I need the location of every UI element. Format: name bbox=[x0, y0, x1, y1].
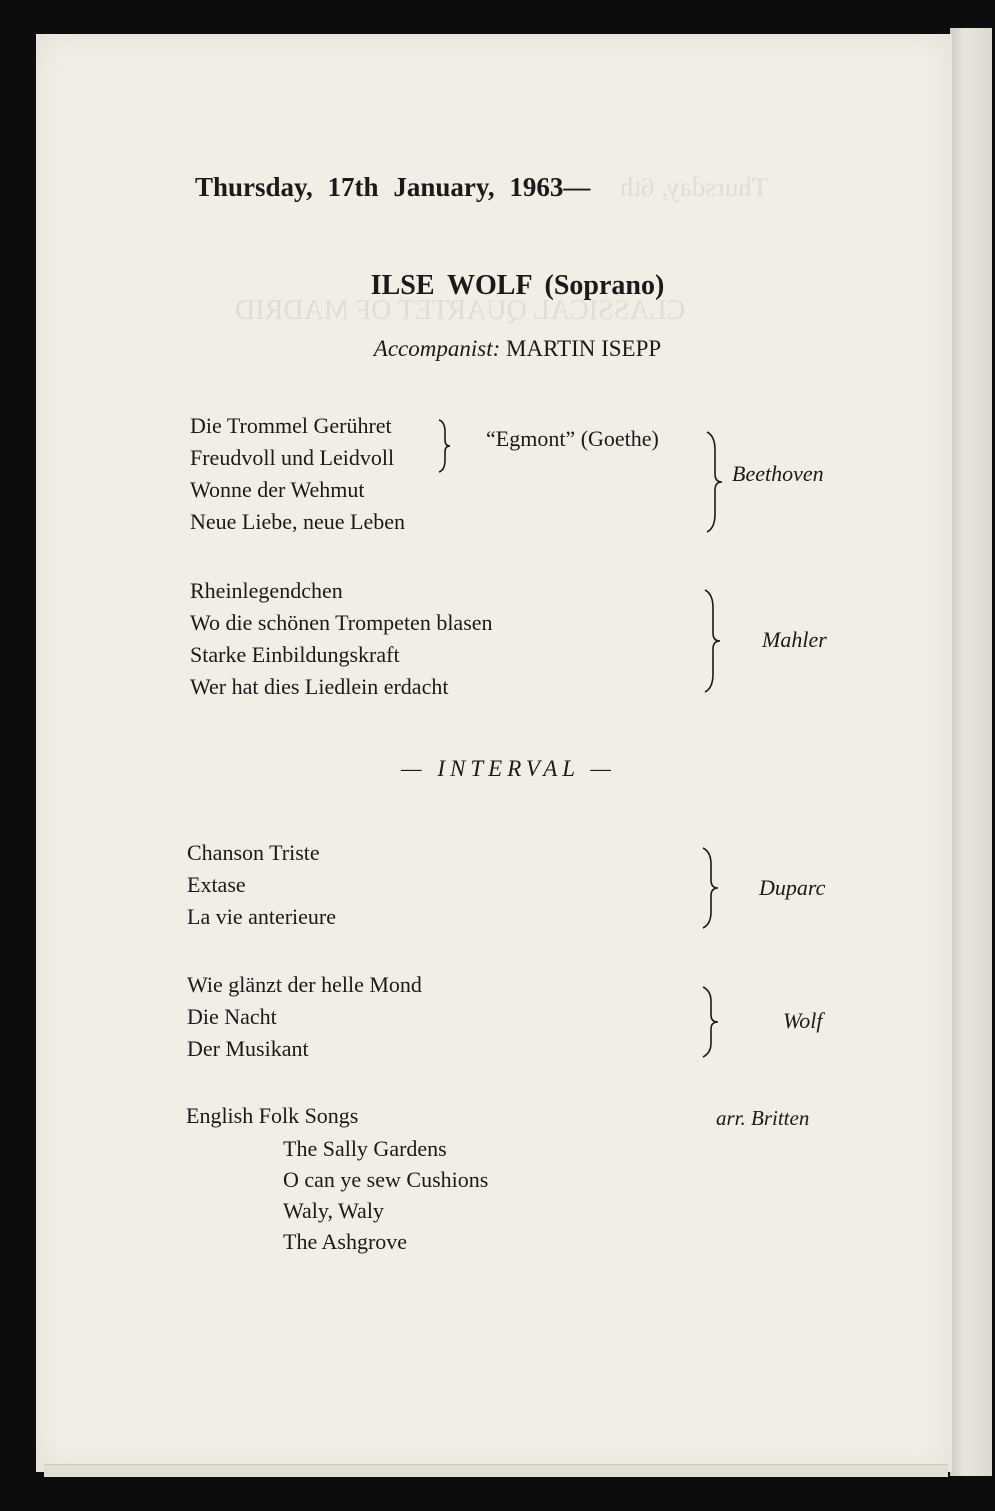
song-group-wolf bbox=[187, 969, 422, 1065]
accompanist-name: MARTIN ISEPP bbox=[506, 336, 662, 361]
song-title: O can ye sew Cushions bbox=[283, 1167, 489, 1192]
song-title: Neue Liebe, neue Leben bbox=[190, 509, 405, 534]
page-bottom-edge bbox=[44, 1464, 948, 1477]
egmont-note: “Egmont” (Goethe) bbox=[486, 426, 659, 451]
song-title: Starke Einbildungskraft bbox=[190, 642, 400, 667]
song-title: Wonne der Wehmut bbox=[190, 477, 365, 502]
show-through: Thursday, 6th bbox=[620, 172, 769, 202]
song-group-mahler bbox=[190, 575, 493, 703]
song-title: Chanson Triste bbox=[187, 840, 320, 865]
performer-name: ILSE WOLF (Soprano) bbox=[370, 270, 665, 301]
programme-page bbox=[36, 34, 952, 1472]
duparc-brace bbox=[698, 846, 722, 930]
song-title: Die Nacht bbox=[187, 1004, 277, 1029]
song-title: The Ashgrove bbox=[283, 1229, 408, 1254]
song-title: La vie anterieure bbox=[187, 904, 337, 929]
song-title: Wo die schönen Trompeten blasen bbox=[190, 610, 493, 635]
egmont-brace bbox=[436, 418, 456, 474]
song-title: Extase bbox=[187, 872, 246, 897]
song-title: Freudvoll und Leidvoll bbox=[190, 445, 395, 470]
page-edge bbox=[950, 28, 992, 1476]
arranger-britten: arr. Britten bbox=[716, 1106, 810, 1130]
song-title: Waly, Waly bbox=[283, 1198, 384, 1223]
composer-beethoven: Beethoven bbox=[732, 461, 824, 486]
folk-song-list bbox=[283, 1133, 488, 1257]
interval-marker: — INTERVAL — bbox=[401, 756, 616, 781]
song-title: The Sally Gardens bbox=[283, 1136, 447, 1161]
song-title: Die Trommel Gerühret bbox=[190, 413, 392, 438]
song-title: Wie glänzt der helle Mond bbox=[187, 972, 422, 997]
composer-wolf: Wolf bbox=[783, 1008, 823, 1033]
accompanist-line bbox=[0, 336, 995, 362]
song-title: Wer hat dies Liedlein erdacht bbox=[190, 674, 449, 699]
folk-songs-title: English Folk Songs bbox=[186, 1103, 359, 1128]
show-through: CLASSICAL QUARTET OF MADRID bbox=[235, 295, 686, 326]
composer-duparc: Duparc bbox=[759, 875, 826, 900]
wolf-brace bbox=[698, 985, 722, 1059]
concert-date: Thursday, 17th January, 1963— bbox=[195, 172, 591, 202]
mahler-brace bbox=[700, 588, 724, 694]
song-group-beethoven bbox=[190, 410, 405, 538]
accompanist-label: Accompanist: bbox=[373, 336, 501, 361]
beethoven-brace bbox=[702, 430, 726, 534]
composer-mahler: Mahler bbox=[762, 627, 827, 652]
song-title: Der Musikant bbox=[187, 1036, 309, 1061]
song-title: Rheinlegendchen bbox=[190, 578, 343, 603]
song-group-duparc bbox=[187, 837, 336, 933]
